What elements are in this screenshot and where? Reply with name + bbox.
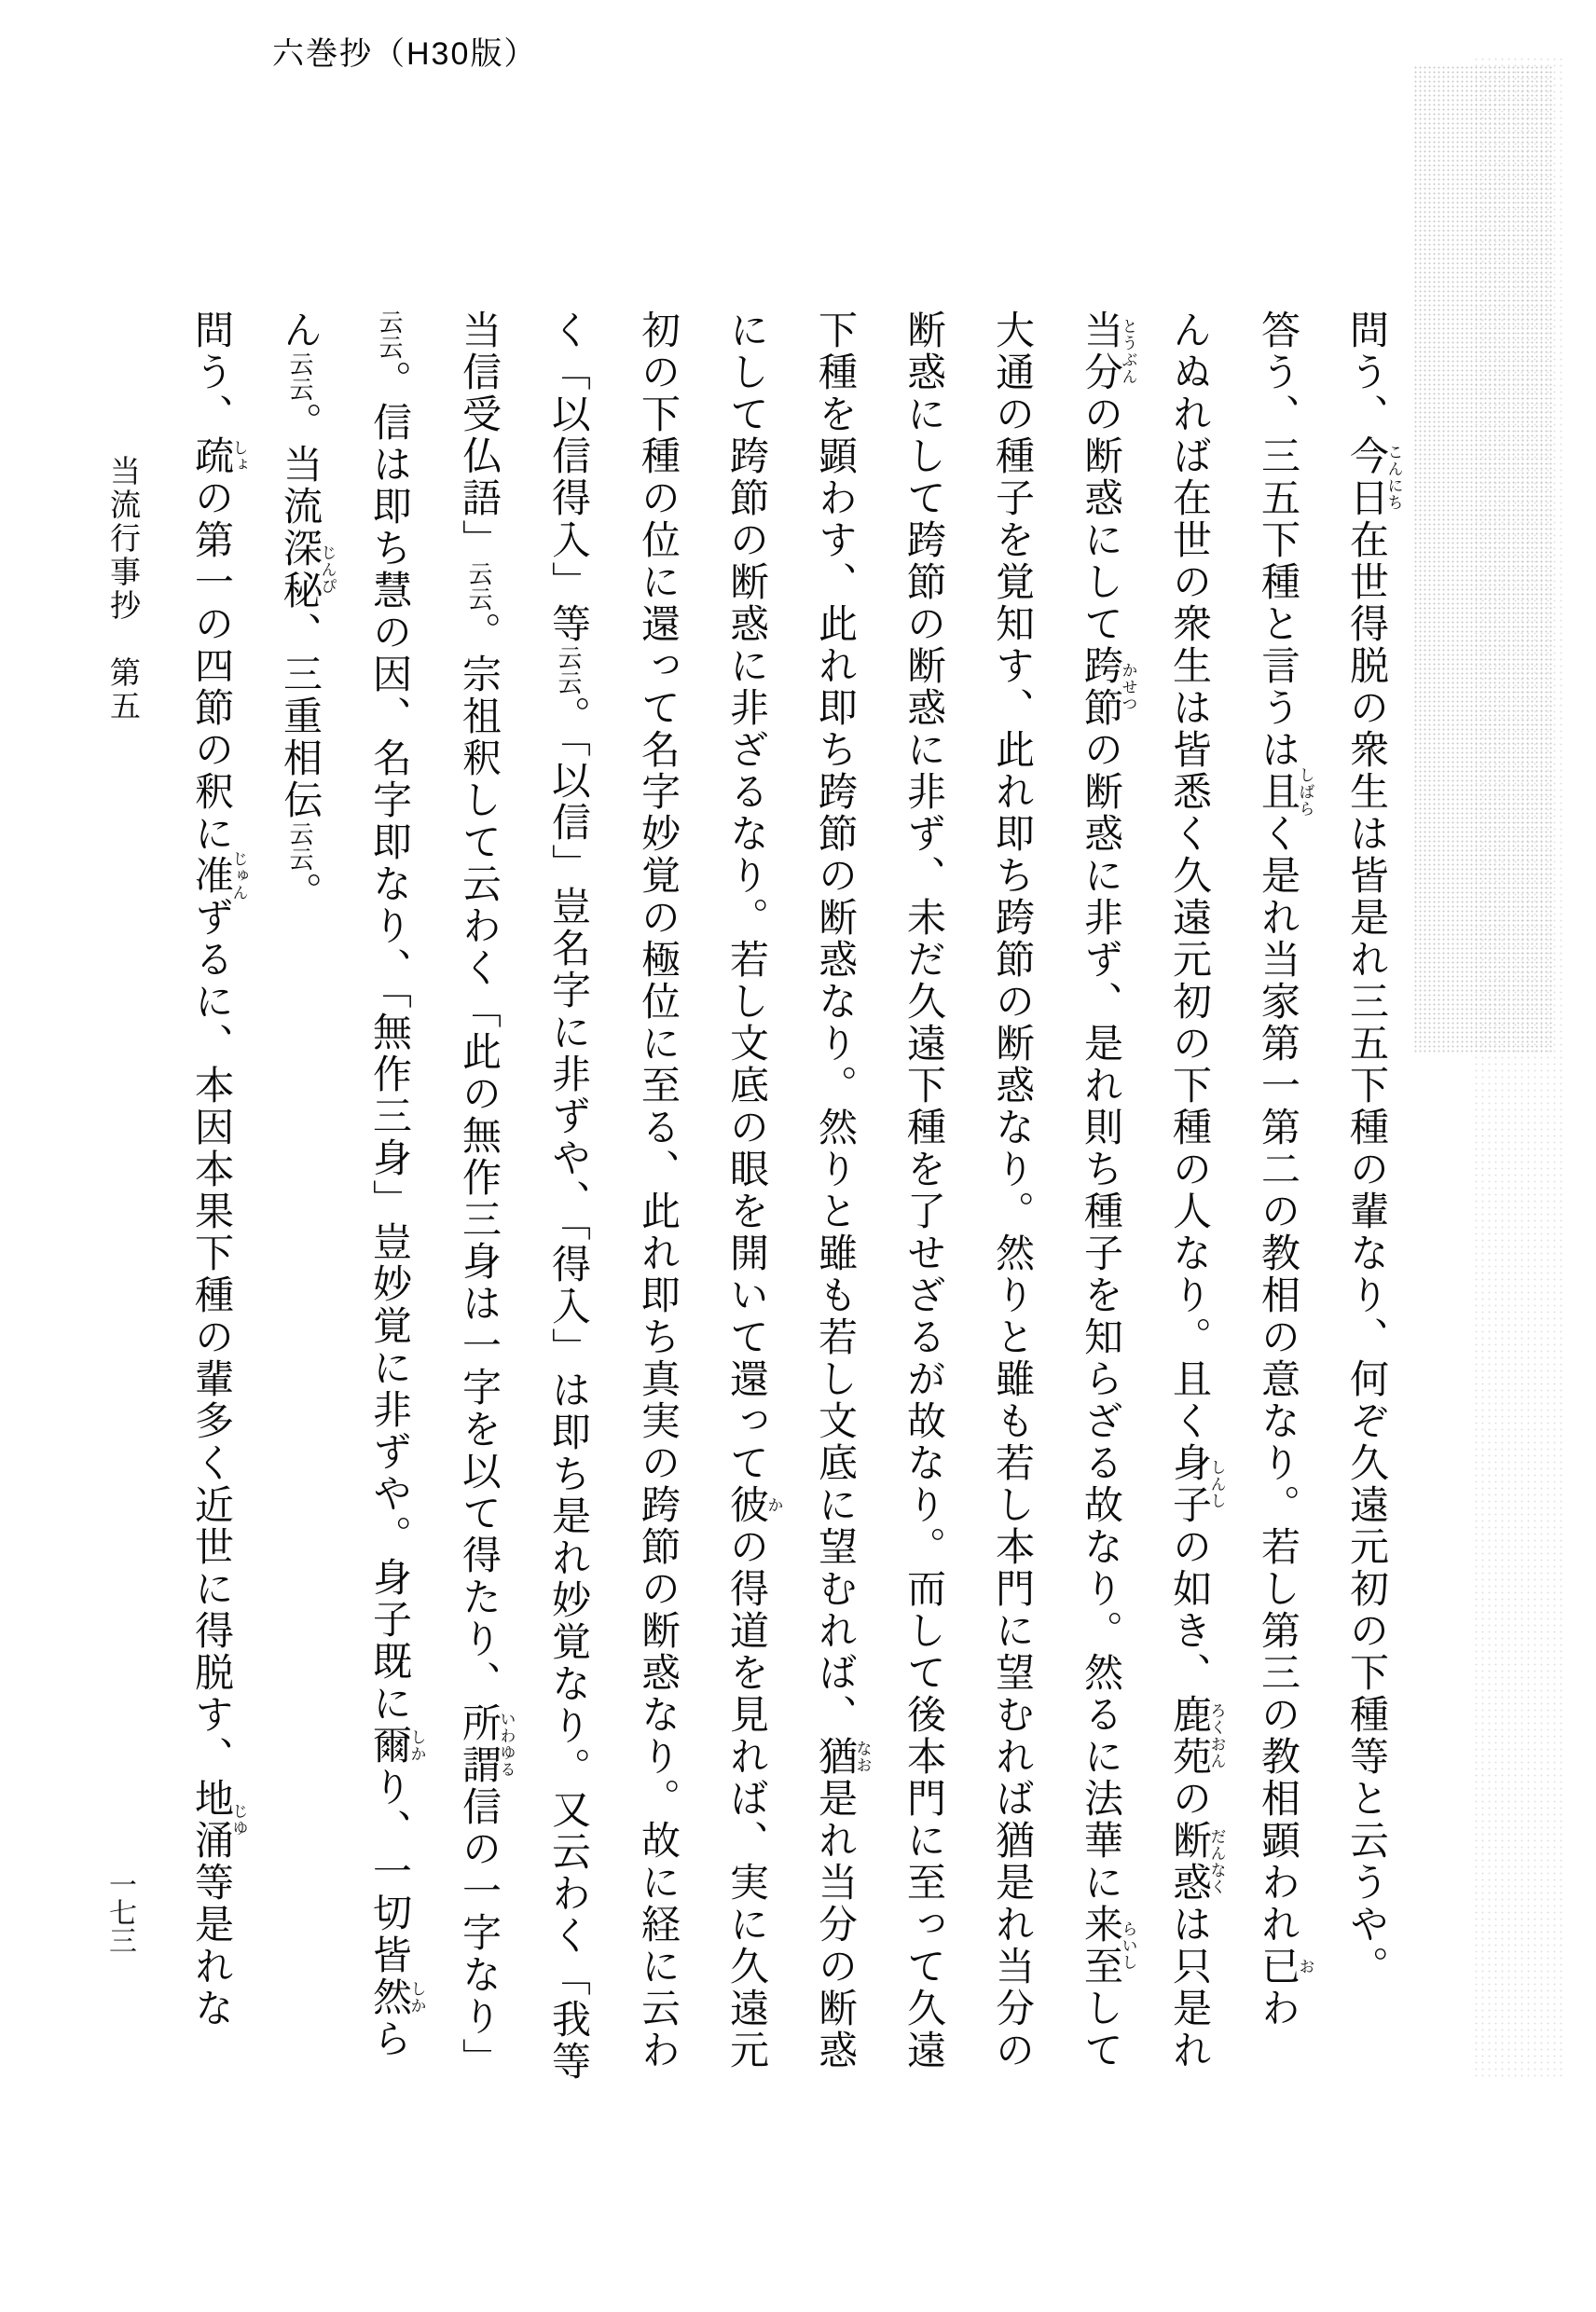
text-line: 当分とうぶんの断惑にして跨節かせつの断惑に非ず、是れ則ち種子を知らざる故なり。然るに法華に来至らいしして	[1079, 310, 1137, 2071]
scan-noise-texture	[1413, 65, 1553, 1053]
text-line: 答う、三五下種と言うは且しばらく是れ当家第一第二の教相の意なり。若し第三の教相顕われ已おわ	[1256, 310, 1314, 2030]
scan-noise-edge-texture	[1473, 56, 1566, 2079]
main-text-block	[164, 310, 1410, 2081]
chapter-side-label: 当流行事抄 第五	[105, 455, 139, 723]
page-number: 一七三	[104, 1870, 135, 1954]
text-line: 云云。信は即ち慧の因、名字即なり、「無作三身」豈妙覚に非ずや。身子既に爾しかり、一切皆然しから	[367, 310, 426, 2060]
text-line: 問う、疏しょの第一の四節の釈に准じゅんずるに、本因本果下種の輩多く近世に得脱す、地涌じゆ等是れな	[189, 310, 248, 2030]
text-line: ん云云。当流深秘じんぴ、三重相伝云云。	[278, 310, 337, 914]
text-line: 当信受仏語」云云。宗祖釈して云わく「此の無作三身は一字を以て得たり、所謂いわゆる信の一字なり」	[457, 310, 516, 2080]
text-line: 断惑にして跨節の断惑に非ず、未だ久遠下種を了せざるが故なり。而して後本門に至って久遠	[901, 310, 944, 2071]
text-line: にして跨節の断惑に非ざるなり。若し文底の眼を開いて還って彼かの得道を見れば、実に久遠元	[724, 310, 783, 2071]
text-line: 初の下種の位に還って名字妙覚の極位に至る、此れ即ち真実の跨節の断惑なり。故に経に云わ	[636, 310, 679, 2071]
text-line: 大通の種子を覚知す、此れ即ち跨節の断惑なり。然りと雖も若し本門に望むれば猶是れ当分の	[990, 310, 1033, 2071]
text-line: 下種を顕わす、此れ即ち跨節の断惑なり。然りと雖も若し文底に望むれば、猶なお是れ当分の断惑	[813, 310, 872, 2071]
text-line: く「以信得入」等云云。「以信」豈名字に非ずや、「得入」は即ち是れ妙覚なり。又云わく「我等	[546, 310, 589, 2083]
text-line: んぬれば在世の衆生は皆悉く久遠元初の下種の人なり。且く身子しんしの如き、鹿苑ろくおんの断惑だんなくは只是れ	[1167, 310, 1226, 2071]
document-header-title: 六巻抄（H30版）	[272, 36, 538, 72]
text-line: 問う、今日こんにち在世得脱の衆生は皆是れ三五下種の輩なり、何ぞ久遠元初の下種等と云うや。	[1344, 310, 1403, 1988]
